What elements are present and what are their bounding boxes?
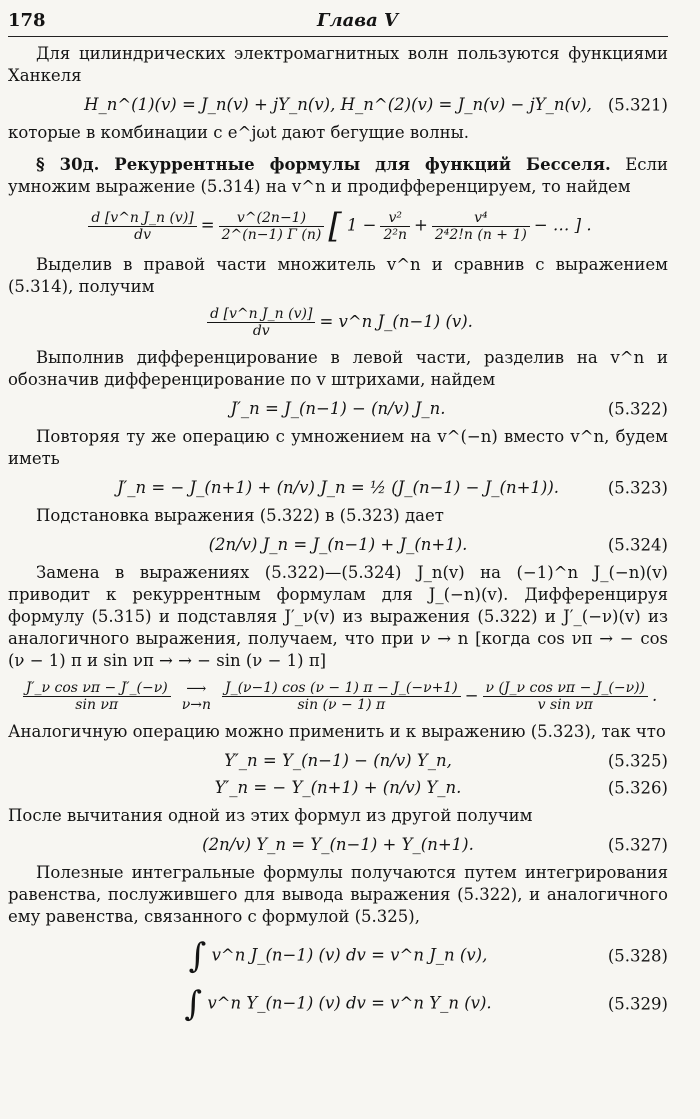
equation-number: (5.322) bbox=[607, 399, 668, 418]
limit-arrow: ⟶ ν→n bbox=[179, 681, 214, 713]
fraction-denominator: dv bbox=[134, 226, 152, 243]
fraction-lhs bbox=[88, 210, 196, 243]
paragraph-factor: Выделив в правой части множитель v^n и сравнив с выражением (5.314), получим bbox=[8, 255, 668, 296]
fraction-numerator: v⁴ bbox=[432, 210, 530, 227]
equation-body: (2n/v) Y_n = Y_(n−1) + Y_(n+1). bbox=[202, 835, 474, 854]
chapter-title: Глава V bbox=[317, 10, 398, 31]
equation-5-321 bbox=[8, 95, 668, 114]
equation-5-325 bbox=[8, 751, 668, 770]
section-paragraph bbox=[8, 154, 668, 198]
fraction-numerator: ν (J_ν cos νπ − J_(−ν)) bbox=[483, 680, 648, 697]
equation-5-326 bbox=[8, 778, 668, 797]
book-page bbox=[8, 8, 668, 1032]
equation-number: (5.327) bbox=[607, 835, 668, 854]
page-header bbox=[8, 8, 668, 37]
equation-body: v^n J_(n−1) (v) dv = v^n J_n (v), bbox=[211, 945, 488, 965]
paragraph-integrals: Полезные интегральные формулы получаются путем интегрирования равенства, послужившего для вывода выражения (5.322), и аналогичного ему равенства, связанного с формулой (5.325), bbox=[8, 863, 668, 926]
equation-body: Y′_n = Y_(n−1) − (n/v) Y_n, bbox=[224, 751, 452, 770]
equation-number: (5.323) bbox=[607, 478, 668, 497]
equation-5-328 bbox=[8, 936, 668, 976]
equation-5-329 bbox=[8, 984, 668, 1024]
paragraph-analogous: Аналогичную операцию можно применить и к выражению (5.323), так что bbox=[8, 722, 666, 741]
equation-series: $\frac{\text{d [v\textasciicircum{}n J\_n (v)]}}{dv}$ = $\frac{v\^{}(2n-1)}{2\^{}(n-1) \Gamma (n)}$ [ 1 − $\frac{\text{v²}}{\text{2²n}}$ + $\frac{\text{v⁴}}{\text{2⁴2!n (n + 1)}}$ − … ] . bbox=[8, 206, 668, 246]
fraction-denominator: dv bbox=[252, 323, 270, 339]
paragraph-repeat: Повторяя ту же операцию с умножением на v^(−n) вместо v^n, будем иметь bbox=[8, 427, 668, 468]
equation-body: H_n^(1)(v) = J_n(v) + jY_n(v), H_n^(2)(v) = J_n(v) − jY_n(v), bbox=[84, 95, 592, 114]
fraction-limit-c bbox=[483, 680, 648, 713]
fraction-numerator: J′_ν cos νπ − J′_(−ν) bbox=[23, 680, 171, 697]
equation-number: (5.324) bbox=[607, 535, 668, 554]
paragraph-differentiation: Выполнив дифференцирование в левой части, разделив на v^n и обозначив дифференцирование по v штрихами, найдем bbox=[8, 348, 668, 389]
paragraph-replacement: Замена в выражениях (5.322)—(5.324) J_n(v) на (−1)^n J_(−n)(v) приводит к рекуррентным формулам для J_(−n)(v). Дифференцируя формулу (5.315) и подставляя J′_ν(v) из выражения (5.322) и J′_(−ν)(v) из аналогичного выражения, получаем, что при ν → n [когда cos νπ → − cos (ν − 1) π и sin νπ → → − sin (ν − 1) π] bbox=[8, 563, 668, 670]
fraction-numerator: v² bbox=[380, 210, 410, 227]
derivative-rhs: = v^n J_(n−1) (v). bbox=[319, 312, 473, 331]
equation-body: (2n/v) J_n = J_(n−1) + J_(n+1). bbox=[208, 535, 468, 554]
paragraph-substitution: Подстановка выражения (5.322) в (5.323) дает bbox=[36, 506, 444, 525]
equation-5-327 bbox=[8, 835, 668, 854]
fraction-numerator: v^(2n−1) bbox=[219, 210, 325, 227]
fraction-denominator: sin νπ bbox=[75, 697, 119, 713]
equation-body: J′_n = − J_(n+1) + (n/v) J_n = ½ (J_(n−1) − J_(n+1)). bbox=[116, 478, 560, 497]
fraction-derivative bbox=[207, 306, 315, 339]
fraction-numerator: d [v^n J_n (v)] bbox=[207, 306, 315, 323]
fraction-numerator: J_(ν−1) cos (ν − 1) π − J_(−ν+1) bbox=[222, 680, 461, 697]
fraction-denominator: v sin νπ bbox=[537, 697, 593, 713]
paragraph-waves: которые в комбинации с e^jωt дают бегущие волны. bbox=[8, 123, 469, 142]
equation-derivative bbox=[8, 306, 668, 339]
limit-arrow-label: ν→n bbox=[181, 696, 211, 713]
equation-number: (5.329) bbox=[607, 994, 668, 1014]
equation-number: (5.328) bbox=[607, 946, 668, 966]
fraction-denominator: 2^(n−1) Γ (n) bbox=[221, 226, 322, 243]
fraction-term2 bbox=[380, 210, 410, 243]
fraction-coefficient bbox=[219, 210, 325, 243]
fraction-limit-a bbox=[23, 680, 171, 713]
fraction-limit-b bbox=[222, 680, 461, 713]
equation-number: (5.326) bbox=[607, 778, 668, 797]
integral-sign: ∫ bbox=[188, 936, 207, 976]
equation-5-322 bbox=[8, 399, 668, 418]
integral-sign: ∫ bbox=[184, 984, 203, 1024]
page-number: 178 bbox=[8, 10, 46, 31]
section-title: § 30д. Рекуррентные формулы для функций Бесселя. bbox=[36, 155, 611, 174]
series-tail: − … ] . bbox=[533, 215, 592, 235]
fraction-denominator: 2²n bbox=[383, 226, 408, 243]
fraction-numerator: d [v^n J_n (v)] bbox=[88, 210, 196, 227]
equation-body: J′_n = J_(n−1) − (n/v) J_n. bbox=[230, 399, 446, 418]
section-text: Если умножим выражение (5.314) на v^n и продифференцируем, то найдем bbox=[8, 155, 668, 196]
equation-number: (5.321) bbox=[607, 95, 668, 114]
equation-body: v^n Y_(n−1) (v) dv = v^n Y_n (v). bbox=[207, 993, 492, 1013]
equation-5-324 bbox=[8, 535, 668, 554]
paragraph-hankel: Для цилиндрических электромагнитных волн пользуются функциями Ханкеля bbox=[8, 44, 668, 85]
equation-limit: $\frac{\text{J′\_ν cos νπ − J′\_(−ν)}}{\text{sin νπ}}$ ⟶ ν→n $\frac{J\_(\nu-1) \cos (\nu - 1) \pi - J\_(-\nu+1)}{\sin (\nu - 1) \pi}$ − $\frac{\text{ν (J\_ν cos νπ − J\_(−ν))}}{\text{v sin νπ}}$ . bbox=[8, 680, 668, 713]
fraction-denominator: sin (ν − 1) π bbox=[297, 697, 386, 713]
equation-number: (5.325) bbox=[607, 751, 668, 770]
equation-5-323 bbox=[8, 478, 668, 497]
fraction-term3 bbox=[432, 210, 530, 243]
equation-body: Y′_n = − Y_(n+1) + (n/v) Y_n. bbox=[214, 778, 462, 797]
paragraph-subtraction: После вычитания одной из этих формул из другой получим bbox=[8, 806, 533, 825]
fraction-denominator: 2⁴2!n (n + 1) bbox=[434, 226, 527, 243]
